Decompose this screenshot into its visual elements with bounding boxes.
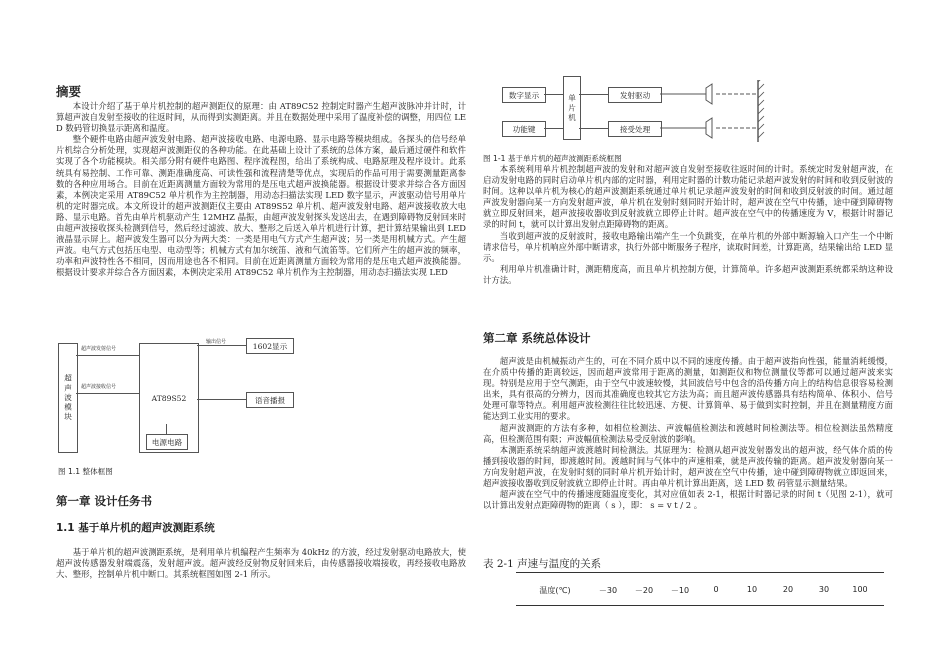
system-paragraph-2: 当收到超声波的反射波时，接收电路输出端产生一个负跳变，在单片机的外部中断源输入口产生一个中断请求信号，单片机响应外部中断请求，执行外部中断服务子程序，读取时间差，计算距离，结果输出给 LED 显示。 xyxy=(483,230,893,263)
table-temp-cell: －30 xyxy=(598,586,618,595)
chapter-2-paragraph-3: 本测距系统采纳超声波渡越时间检测法。其原理为：检测从超声波发射器发出的超声波，经气体介质的传播到接收器的时间，即渡越时间。渡越时间与气体中的声速相乘，就是声波传输的距离。超声波发射器向某一方向发射超声波，在发射时刻的同时单片机开始计时，超声波在空气中传播，途中碰到障碍物就立即返回来，超声波接收器收到反射波就立即停止计时。再由单片机计算出距离，送 LED 数 码管显示测量结果。 xyxy=(483,444,893,489)
arrow-voice xyxy=(197,399,246,400)
table-temp-cell: 10 xyxy=(746,585,758,594)
sig-rx-label: 超声波接收信号 xyxy=(81,384,117,390)
ultrasonic-module-box: 超声波模块 xyxy=(58,343,78,453)
system-description xyxy=(483,164,893,286)
chapter-2-paragraph-4: 超声波在空气中的传播速度随温度变化，其对应值如表 2-1，根据计时器记录的时间 t（见图 2-1），就可以计算出发射点距障碍物的距离（ s ），即： s = v t / 2 。 xyxy=(483,489,893,511)
chapter-2-paragraph-2: 超声波测距的方法有多种，如相位检测法、声波幅值检测法和渡越时间检测法等。相位检测法虽然精度高，但检测范围有限；声波幅值检测法易受反射波的影响。 xyxy=(483,422,893,444)
table-temp-cell: 20 xyxy=(782,585,794,594)
arrow-rx xyxy=(76,393,139,394)
arrow-tx xyxy=(76,355,139,356)
voice-box: 语音播报 xyxy=(246,392,294,408)
table-2-1-title: 表 2-1 声速与温度的关系 xyxy=(483,558,602,570)
table-header-label: 温度(℃) xyxy=(539,586,571,595)
mcu-box-2: 单片机 xyxy=(563,76,581,140)
keys-box: 功能键 xyxy=(502,121,546,137)
table-temp-cell: 0 xyxy=(713,585,719,594)
chapter-2-body xyxy=(483,356,893,511)
table-header-row xyxy=(520,585,880,596)
section-1-1-title: 1.1 基于单片机的超声波测距系统 xyxy=(56,522,215,534)
arrow-lcd xyxy=(197,345,246,346)
tx-box: 发射驱动 xyxy=(608,87,662,103)
link-rx xyxy=(579,128,608,129)
figure-1-1 xyxy=(58,338,368,458)
link-keys xyxy=(544,128,563,129)
figure-1-1b-caption: 图 1-1 基于单片机的超声波测距系统框图 xyxy=(483,154,622,163)
sig-out-label: 输出信号 xyxy=(206,339,227,345)
table-temp-cell: －10 xyxy=(670,586,690,595)
display-box: 数字显示 xyxy=(502,87,546,103)
figure-1-1-caption: 图 1.1 整体框图 xyxy=(58,467,113,476)
mcu-box: AT89S52 xyxy=(139,343,199,453)
table-header-rule xyxy=(516,605,884,606)
link-tx xyxy=(579,94,608,95)
abstract-paragraph-1: 本设计介绍了基于单片机控制的超声测距仪的原理：由 AT89C52 控制定时器产生超声波脉冲并计时，计算超声波自发射至接收的往返时间，从而得到实测距离。并且在数据处理中采用了温度补偿的调整，用四位 LED 数码管切换显示距离和温度。 xyxy=(56,101,466,134)
table-temp-cell: 100 xyxy=(852,585,868,594)
arrow-power xyxy=(166,424,167,434)
system-paragraph-3: 利用单片机准确计时，测距精度高，而且单片机控制方便，计算简单。许多超声波测距系统都采纳这种设计方法。 xyxy=(483,263,893,285)
abstract-title: 摘要 xyxy=(56,84,82,99)
transducer-wave-diagram xyxy=(660,80,780,144)
sig-tx-label: 超声波发射信号 xyxy=(81,346,117,352)
table-temp-cell: 30 xyxy=(818,585,830,594)
chapter-1-title: 第一章 设计任务书 xyxy=(56,494,153,508)
section-1-1-paragraph: 基于单片机的超声波测距系统，是利用单片机编程产生频率为 40kHz 的方波，经过发射驱动电路放大，使超声波传感器发射端震荡，发射超声波。超声波经反射物反射回来后，由传感器接收端接收，再经接收电路放大、整形，控制单片机中断口。其系统框图如图 2-1 所示。 xyxy=(56,547,466,580)
abstract-body xyxy=(56,101,466,279)
table-temp-cell: －20 xyxy=(634,586,654,595)
rx-box: 接受处理 xyxy=(608,121,662,137)
section-1-1-body xyxy=(56,547,466,580)
abstract-paragraph-2: 整个硬件电路由超声波发射电路、超声波接收电路、电源电路、显示电路等模块组成。各探头的信号经单片机综合分析处理，实现超声波测距仪的各种功能。在此基础上设计了系统的总体方案，最后通过硬件和软件实现了各个功能模块。相关部分附有硬件电路图、程序流程图，给出了系统构成、电路原理及程序设计。此系统具有易控制、工作可靠、测距准确度高、可读性强和流程清楚等优点，实现后的作品可用于需要测量距离参数的各种应用场合。目前在近距离测量方面较为常用的是压电式超声波换能器。根据设计要求并综合各方面因素，本例决定采用 AT89C52 单片机作为主控制器，用动态扫描法实现 LED 数字显示，声波驱动信号用单片机的定时器完成。本文所设计的超声波测距仪主要由 AT89S52 单片机、超声波发射电路、超声波接收放大电路、显示电路。首先由单片机驱动产生 12MHZ 晶振，由超声波发射探头发送出去，在遇到障碍物反射回来时由超声波接收探头检测到信号，然后经过滤波、放大、整形之后送入单片机进行计算，把计算结果输出到 LED 液晶显示屏上。超声波发生器可以分为两大类：一类是用电气方式产生超声波；另一类是用机械方式。产生超声波。电气方式包括压电型、电动型等；机械方式有加尔统笛、液和气流笛等。它们所产生的超声波的频率，功率和声波特性各不相同，因而用途也各不相同。目前在近距离测量方面较为常用的是压电式超声波换能器。根据设计要求并综合各方面因素，本例决定采用 AT89C52 单片机作为主控制器，用动态扫描法实现 LED xyxy=(56,134,466,278)
table-top-rule xyxy=(516,572,884,573)
system-paragraph-1: 本系统利用单片机控制超声波的发射和对超声波自发射至接收往返时间的计时。系统定时发射超声波，在启动发射电路的同时启动单片机内部的定时器，利用定时器的计数功能记录超声波发射的时间和收到反射波的时间。这种以单片机为核心的超声波测距系统通过单片机记录超声波发射的时间和收到反射波的时间。通过超声波发射器向某一方向发射超声波，单片机在发射时刻同时开始计时，超声波在空气中传播，途中碰到障碍物就立即反射回来，超声波接收器收到反射波就立即停止计时。超声波在空气中的传播速度为 V，根据计时器记录的时间 t，就可以计算出发射点距障碍物的距离。 xyxy=(483,164,893,230)
lcd-box: 1602显示 xyxy=(246,338,294,354)
figure-1-1b xyxy=(496,76,786,146)
chapter-2-paragraph-1: 超声波是由机械振动产生的，可在不同介质中以不同的速度传播。由于超声波指向性强，能量消耗缓慢，在介质中传播的距离较远，因而超声波常用于距离的测量，如测距仪和物位测量仪等都可以通过超声波来实现。特别是应用于空气测距，由于空气中波速较慢，其回波信号中包含的沿传播方向上的结构信息很容易检测出来，具有很高的分辨力，因而其准确度也较其它方法为高；而且超声波传感器具有结构简单、体积小、信号处理可靠等特点。利用超声波检测往往比较迅速、方便、计算简单、易于做到实时控制，并且在测量精度方面能达到工业实用的要求。 xyxy=(483,356,893,422)
chapter-2-title: 第二章 系统总体设计 xyxy=(483,331,591,345)
power-box: 电源电路 xyxy=(146,434,188,450)
link-display xyxy=(544,94,563,95)
